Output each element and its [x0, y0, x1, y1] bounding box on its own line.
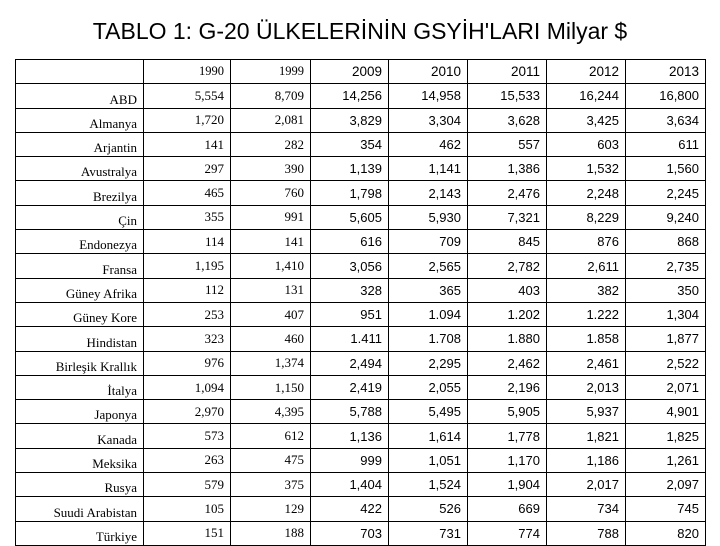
gdp-value-cell: 1.708 [389, 327, 468, 351]
gdp-value-cell: 616 [311, 230, 389, 254]
gdp-value-cell: 8,229 [547, 205, 626, 229]
gdp-value-cell: 3,304 [389, 108, 468, 132]
gdp-value-cell: 263 [144, 448, 231, 472]
gdp-value-cell: 1.222 [547, 302, 626, 326]
gdp-value-cell: 2,143 [389, 181, 468, 205]
table-row [16, 230, 706, 254]
gdp-value-cell: 1.858 [547, 327, 626, 351]
gdp-value-cell: 14,256 [311, 84, 389, 108]
country-name-cell: Japonya [16, 400, 144, 424]
gdp-value-cell: 1,094 [144, 375, 231, 399]
year-header-cell: 2011 [468, 60, 547, 84]
table-row [16, 327, 706, 351]
gdp-value-cell: 1,195 [144, 254, 231, 278]
gdp-value-cell: 422 [311, 497, 389, 521]
gdp-value-cell: 375 [231, 473, 311, 497]
gdp-value-cell: 2,782 [468, 254, 547, 278]
gdp-value-cell: 1.094 [389, 302, 468, 326]
gdp-value-cell: 703 [311, 521, 389, 545]
gdp-value-cell: 105 [144, 497, 231, 521]
gdp-value-cell: 991 [231, 205, 311, 229]
gdp-value-cell: 5,788 [311, 400, 389, 424]
header-corner-cell [16, 60, 144, 84]
gdp-value-cell: 328 [311, 278, 389, 302]
table-row [16, 205, 706, 229]
gdp-value-cell: 2,522 [626, 351, 706, 375]
country-name-cell: Güney Afrika [16, 278, 144, 302]
table-row [16, 521, 706, 545]
gdp-value-cell: 382 [547, 278, 626, 302]
gdp-value-cell: 390 [231, 157, 311, 181]
gdp-value-cell: 475 [231, 448, 311, 472]
gdp-value-cell: 5,905 [468, 400, 547, 424]
country-name-cell: Endonezya [16, 230, 144, 254]
gdp-value-cell: 731 [389, 521, 468, 545]
gdp-value-cell: 465 [144, 181, 231, 205]
year-header-cell: 2009 [311, 60, 389, 84]
gdp-value-cell: 4,395 [231, 400, 311, 424]
gdp-value-cell: 1,720 [144, 108, 231, 132]
gdp-value-cell: 1,798 [311, 181, 389, 205]
country-name-cell: Almanya [16, 108, 144, 132]
gdp-value-cell: 114 [144, 230, 231, 254]
gdp-value-cell: 1,051 [389, 448, 468, 472]
gdp-value-cell: 1.202 [468, 302, 547, 326]
year-header-cell: 2010 [389, 60, 468, 84]
table-row [16, 424, 706, 448]
gdp-value-cell: 612 [231, 424, 311, 448]
gdp-value-cell: 579 [144, 473, 231, 497]
country-name-cell: Birleşik Krallık [16, 351, 144, 375]
gdp-value-cell: 1,141 [389, 157, 468, 181]
country-name-cell: ABD [16, 84, 144, 108]
gdp-value-cell: 5,495 [389, 400, 468, 424]
table-row [16, 108, 706, 132]
year-header-cell: 2012 [547, 60, 626, 84]
country-name-cell: İtalya [16, 375, 144, 399]
gdp-value-cell: 2,494 [311, 351, 389, 375]
gdp-value-cell: 2,970 [144, 400, 231, 424]
table-row [16, 132, 706, 156]
country-name-cell: Türkiye [16, 521, 144, 545]
country-name-cell: Brezilya [16, 181, 144, 205]
header-row [16, 60, 706, 84]
country-name-cell: Arjantin [16, 132, 144, 156]
gdp-value-cell: 1,532 [547, 157, 626, 181]
gdp-value-cell: 876 [547, 230, 626, 254]
gdp-value-cell: 557 [468, 132, 547, 156]
country-name-cell: Meksika [16, 448, 144, 472]
country-name-cell: Çin [16, 205, 144, 229]
gdp-value-cell: 1,778 [468, 424, 547, 448]
gdp-value-cell: 2,071 [626, 375, 706, 399]
gdp-value-cell: 141 [231, 230, 311, 254]
gdp-value-cell: 1,614 [389, 424, 468, 448]
gdp-value-cell: 354 [311, 132, 389, 156]
gdp-value-cell: 355 [144, 205, 231, 229]
gdp-value-cell: 253 [144, 302, 231, 326]
gdp-value-cell: 1,877 [626, 327, 706, 351]
table-row [16, 302, 706, 326]
gdp-value-cell: 1,136 [311, 424, 389, 448]
gdp-value-cell: 2,248 [547, 181, 626, 205]
gdp-value-cell: 5,937 [547, 400, 626, 424]
gdp-value-cell: 141 [144, 132, 231, 156]
country-name-cell: Suudi Arabistan [16, 497, 144, 521]
gdp-value-cell: 2,196 [468, 375, 547, 399]
gdp-value-cell: 282 [231, 132, 311, 156]
country-name-cell: Güney Kore [16, 302, 144, 326]
gdp-value-cell: 1,386 [468, 157, 547, 181]
gdp-value-cell: 999 [311, 448, 389, 472]
gdp-value-cell: 820 [626, 521, 706, 545]
gdp-value-cell: 403 [468, 278, 547, 302]
gdp-value-cell: 462 [389, 132, 468, 156]
country-name-cell: Fransa [16, 254, 144, 278]
gdp-value-cell: 774 [468, 521, 547, 545]
gdp-value-cell: 9,240 [626, 205, 706, 229]
gdp-value-cell: 188 [231, 521, 311, 545]
table-row [16, 400, 706, 424]
year-header-cell: 1999 [231, 60, 311, 84]
gdp-value-cell: 2,735 [626, 254, 706, 278]
gdp-value-cell: 14,958 [389, 84, 468, 108]
gdp-value-cell: 745 [626, 497, 706, 521]
gdp-value-cell: 1,139 [311, 157, 389, 181]
gdp-value-cell: 460 [231, 327, 311, 351]
gdp-value-cell: 4,901 [626, 400, 706, 424]
gdp-value-cell: 3,425 [547, 108, 626, 132]
gdp-value-cell: 151 [144, 521, 231, 545]
gdp-value-cell: 3,829 [311, 108, 389, 132]
gdp-value-cell: 1,374 [231, 351, 311, 375]
table-row [16, 448, 706, 472]
gdp-value-cell: 845 [468, 230, 547, 254]
gdp-value-cell: 2,295 [389, 351, 468, 375]
gdp-value-cell: 112 [144, 278, 231, 302]
gdp-value-cell: 2,081 [231, 108, 311, 132]
table-row [16, 254, 706, 278]
gdp-value-cell: 760 [231, 181, 311, 205]
table-row [16, 473, 706, 497]
table-row [16, 375, 706, 399]
table-row [16, 278, 706, 302]
gdp-value-cell: 1.411 [311, 327, 389, 351]
gdp-value-cell: 2,017 [547, 473, 626, 497]
gdp-table [15, 59, 706, 546]
gdp-value-cell: 129 [231, 497, 311, 521]
year-header-cell: 2013 [626, 60, 706, 84]
gdp-value-cell: 603 [547, 132, 626, 156]
gdp-value-cell: 2,611 [547, 254, 626, 278]
gdp-value-cell: 2,055 [389, 375, 468, 399]
gdp-value-cell: 131 [231, 278, 311, 302]
gdp-value-cell: 365 [389, 278, 468, 302]
table-row [16, 351, 706, 375]
gdp-value-cell: 1,825 [626, 424, 706, 448]
gdp-value-cell: 350 [626, 278, 706, 302]
gdp-value-cell: 2,097 [626, 473, 706, 497]
country-name-cell: Hindistan [16, 327, 144, 351]
gdp-value-cell: 976 [144, 351, 231, 375]
table-row [16, 157, 706, 181]
gdp-value-cell: 2,565 [389, 254, 468, 278]
gdp-value-cell: 7,321 [468, 205, 547, 229]
gdp-value-cell: 1,150 [231, 375, 311, 399]
table-row [16, 181, 706, 205]
gdp-value-cell: 1,560 [626, 157, 706, 181]
gdp-value-cell: 526 [389, 497, 468, 521]
country-name-cell: Kanada [16, 424, 144, 448]
gdp-value-cell: 3,056 [311, 254, 389, 278]
gdp-value-cell: 15,533 [468, 84, 547, 108]
gdp-value-cell: 2,476 [468, 181, 547, 205]
gdp-value-cell: 1,821 [547, 424, 626, 448]
table-row [16, 84, 706, 108]
gdp-value-cell: 3,628 [468, 108, 547, 132]
page-title: TABLO 1: G-20 ÜLKELERİNİN GSYİH'LARI Milyar $ [92, 18, 628, 44]
gdp-value-cell: 8,709 [231, 84, 311, 108]
gdp-value-cell: 16,800 [626, 84, 706, 108]
gdp-value-cell: 2,419 [311, 375, 389, 399]
gdp-value-cell: 16,244 [547, 84, 626, 108]
gdp-value-cell: 709 [389, 230, 468, 254]
gdp-value-cell: 669 [468, 497, 547, 521]
gdp-value-cell: 323 [144, 327, 231, 351]
gdp-value-cell: 573 [144, 424, 231, 448]
gdp-value-cell: 788 [547, 521, 626, 545]
gdp-value-cell: 2,245 [626, 181, 706, 205]
gdp-value-cell: 407 [231, 302, 311, 326]
gdp-value-cell: 1,186 [547, 448, 626, 472]
gdp-value-cell: 868 [626, 230, 706, 254]
gdp-value-cell: 734 [547, 497, 626, 521]
country-name-cell: Rusya [16, 473, 144, 497]
gdp-value-cell: 1,170 [468, 448, 547, 472]
table-row [16, 497, 706, 521]
gdp-value-cell: 5,930 [389, 205, 468, 229]
gdp-value-cell: 1,261 [626, 448, 706, 472]
gdp-value-cell: 1.880 [468, 327, 547, 351]
country-name-cell: Avustralya [16, 157, 144, 181]
gdp-value-cell: 1,304 [626, 302, 706, 326]
gdp-value-cell: 5,605 [311, 205, 389, 229]
gdp-value-cell: 5,554 [144, 84, 231, 108]
gdp-value-cell: 297 [144, 157, 231, 181]
gdp-value-cell: 2,462 [468, 351, 547, 375]
gdp-value-cell: 951 [311, 302, 389, 326]
year-header-cell: 1990 [144, 60, 231, 84]
gdp-value-cell: 1,524 [389, 473, 468, 497]
gdp-value-cell: 611 [626, 132, 706, 156]
gdp-value-cell: 1,410 [231, 254, 311, 278]
gdp-value-cell: 2,013 [547, 375, 626, 399]
gdp-value-cell: 3,634 [626, 108, 706, 132]
gdp-value-cell: 1,904 [468, 473, 547, 497]
gdp-value-cell: 2,461 [547, 351, 626, 375]
gdp-value-cell: 1,404 [311, 473, 389, 497]
